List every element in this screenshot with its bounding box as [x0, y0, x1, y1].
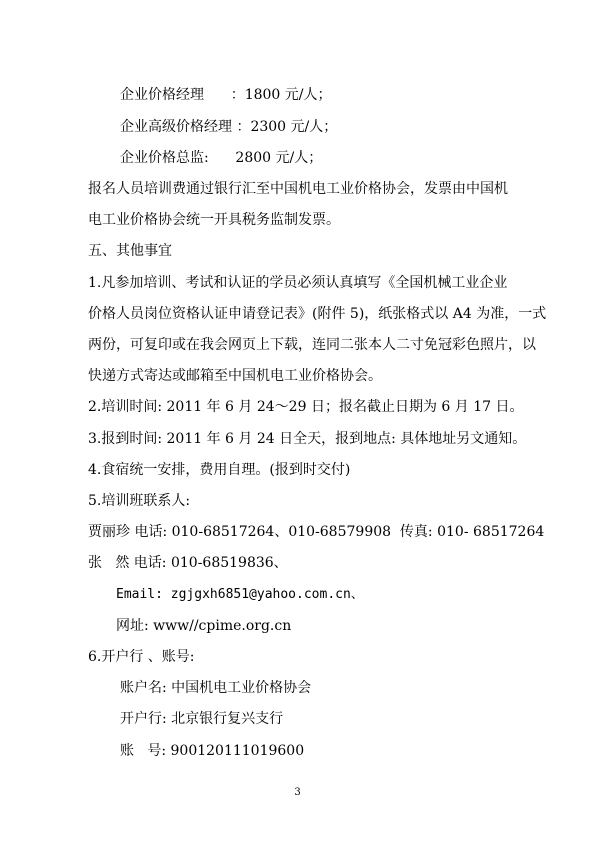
contact-zhang-ran: 张 然 电话: 010-68519836、 — [88, 555, 288, 571]
contact-website: 网址: www//cpime.org.cn — [116, 618, 292, 634]
item1-line-2: 价格人员岗位资格认证申请登记表》(附件 5)，纸张格式以 A4 为准，一式 — [88, 306, 547, 322]
item1-line-4: 快递方式寄达或邮箱至中国机电工业价格协会。 — [88, 368, 382, 384]
account-name: 账户名: 中国机电工业价格协会 — [120, 680, 312, 696]
item5-contacts-label: 5.培训班联系人: — [88, 493, 191, 509]
section-heading: 五、其他事宜 — [88, 243, 172, 259]
item1-line-1: 1.凡参加培训、考试和认证的学员必须认真填写《全国机械工业企业 — [88, 275, 508, 291]
item3-registration-time: 3.报到时间: 2011 年 6 月 24 日全天，报到地点: 具体地址另文通知。 — [88, 431, 527, 447]
item6-bank-label: 6.开户行 、账号: — [88, 649, 195, 665]
account-number: 账 号: 900120111019600 — [120, 743, 305, 759]
payment-note-line-2: 电工业价格协会统一开具税务监制发票。 — [88, 212, 340, 228]
item1-line-3: 两份，可复印或在我会网页上下载，连同二张本人二寸免冠彩色照片，以 — [88, 337, 536, 353]
fee-director: 企业价格总监: 2800 元/人； — [120, 150, 323, 166]
item4-accommodation: 4.食宿统一安排，费用自理。(报到时交付) — [88, 462, 351, 478]
fee-manager: 企业价格经理 ：1800 元/人； — [120, 87, 332, 103]
contact-email: Email: zgjgxh6851@yahoo.com.cn、 — [116, 587, 364, 602]
page-number: 3 — [294, 787, 301, 798]
item2-training-time: 2.培训时间: 2011 年 6 月 24～29 日；报名截止日期为 6 月 17 日。 — [88, 399, 524, 415]
bank-name: 开户行: 北京银行复兴支行 — [120, 711, 284, 727]
contact-jia-lizhen: 贾丽珍 电话: 010-68517264、010-68579908 传真: 010- 68517264 — [88, 524, 545, 540]
fee-senior-manager: 企业高级价格经理 ：2300 元/人； — [120, 119, 338, 135]
payment-note-line-1: 报名人员培训费通过银行汇至中国机电工业价格协会，发票由中国机 — [88, 181, 508, 197]
